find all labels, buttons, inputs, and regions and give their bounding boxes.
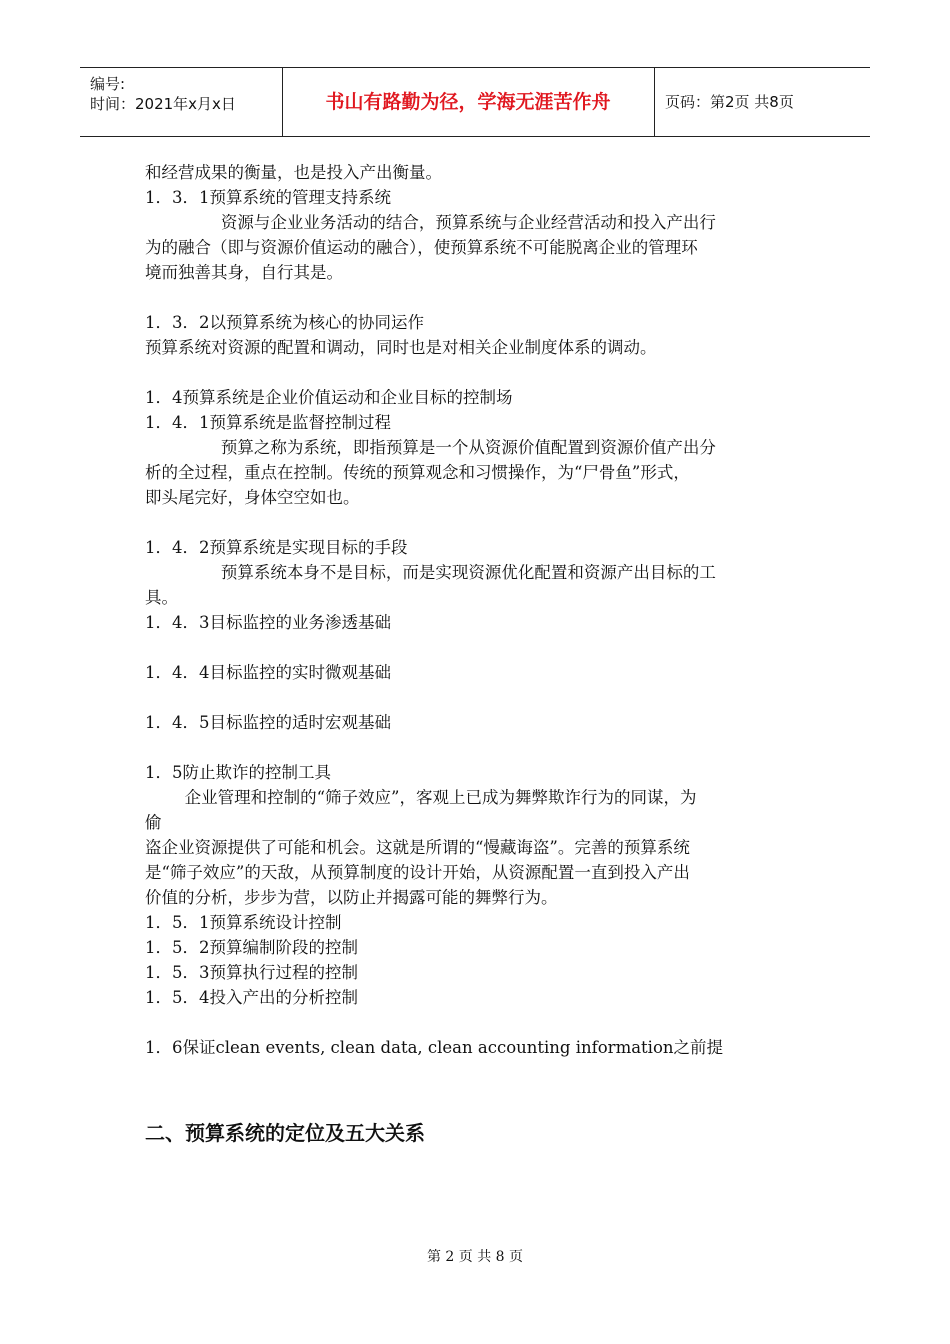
text-line: 即头尾完好，身体空空如也。 xyxy=(145,488,360,507)
header-motto: 书山有路勤为径，学海无涯苦作舟 xyxy=(282,68,655,136)
subsection-heading: 1．4．5目标监控的适时宏观基础 xyxy=(145,713,391,732)
text-line: 境而独善其身，自行其是。 xyxy=(145,263,343,282)
text-line: 资源与企业业务活动的结合，预算系统与企业经营活动和投入产出行 xyxy=(220,213,716,232)
text-line: 预算系统对资源的配置和调动，同时也是对相关企业制度体系的调动。 xyxy=(145,338,657,357)
subsection-heading: 1．4．3目标监控的业务渗透基础 xyxy=(145,613,391,632)
subsection-heading: 1．5．1预算系统设计控制 xyxy=(145,913,342,932)
text-line: 具。 xyxy=(145,588,178,607)
chapter-heading: 二、预算系统的定位及五大关系 xyxy=(145,1121,425,1145)
subsection-heading: 1．5．3预算执行过程的控制 xyxy=(145,963,358,982)
text-line: 和经营成果的衡量，也是投入产出衡量。 xyxy=(145,163,442,182)
text-line: 为的融合（即与资源价值运动的融合），使预算系统不可能脱离企业的管理环 xyxy=(145,238,698,257)
subsection-heading: 1．3．2以预算系统为核心的协同运作 xyxy=(145,313,424,332)
subsection-heading: 1．5．4投入产出的分析控制 xyxy=(145,988,358,1007)
text-line: 预算之称为系统，即指预算是一个从资源价值配置到资源价值产出分 xyxy=(220,438,716,457)
header-meta-cell xyxy=(80,68,283,136)
section-heading: 1．5防止欺诈的控制工具 xyxy=(145,763,331,782)
number-label: 编号: xyxy=(90,75,126,93)
subsection-heading: 1．4．4目标监控的实时微观基础 xyxy=(145,663,391,682)
section-heading: 1．6保证clean events, clean data, clean accounting information之前提 xyxy=(145,1038,724,1057)
text-line: 盗企业资源提供了可能和机会。这就是所谓的“慢藏诲盗”。完善的预算系统 xyxy=(145,838,690,857)
subsection-heading: 1．3．1预算系统的管理支持系统 xyxy=(145,188,391,207)
text-line: 价值的分析，步步为营，以防止并揭露可能的舞弊行为。 xyxy=(145,888,558,907)
page-footer: 第 2 页 共 8 页 xyxy=(426,1249,524,1265)
header-page-info: 页码：第2页 共8页 xyxy=(665,93,794,111)
time-label: 时间：2021年x月x日 xyxy=(90,95,236,113)
subsection-heading: 1．4．2预算系统是实现目标的手段 xyxy=(145,538,408,557)
text-line: 析的全过程，重点在控制。传统的预算观念和习惯操作，为“尸骨鱼”形式， xyxy=(145,463,690,482)
text-line: 预算系统本身不是目标，而是实现资源优化配置和资源产出目标的工 xyxy=(220,563,716,582)
page-header xyxy=(80,67,870,137)
section-heading: 1．4预算系统是企业价值运动和企业目标的控制场 xyxy=(145,388,513,407)
text-line: 是“筛子效应”的天敌，从预算制度的设计开始，从资源配置一直到投入产出 xyxy=(145,863,690,882)
text-line: 偷 xyxy=(145,813,162,832)
body-text xyxy=(145,160,810,1060)
text-line: 企业管理和控制的“筛子效应”，客观上已成为舞弊欺诈行为的同谋，为 xyxy=(184,788,697,807)
subsection-heading: 1．5．2预算编制阶段的控制 xyxy=(145,938,358,957)
subsection-heading: 1．4．1预算系统是监督控制过程 xyxy=(145,413,391,432)
